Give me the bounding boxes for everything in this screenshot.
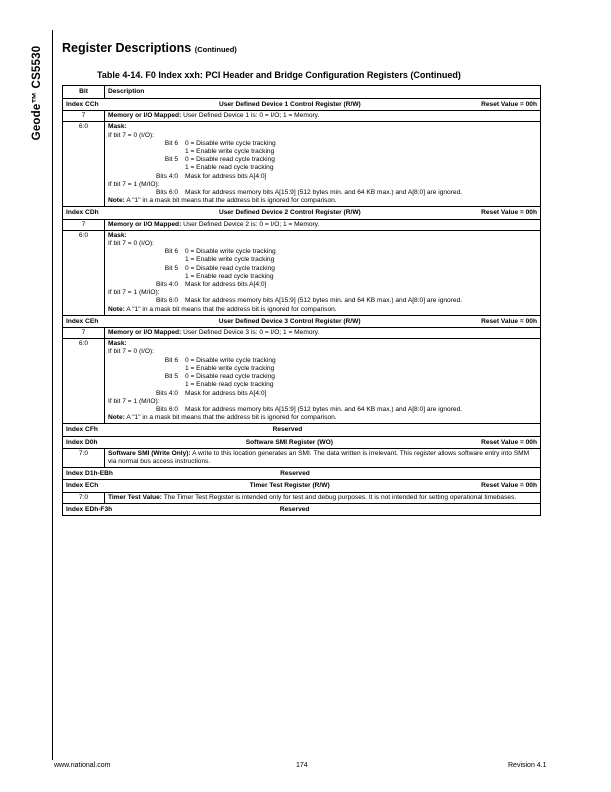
reset-value: Reset Value = 00h — [481, 438, 537, 446]
table-header-row — [63, 86, 541, 99]
if-mem-label: If bit 7 = 1 (M/IO): — [108, 397, 160, 405]
sub-text: Mask for address bits A[4:0] — [185, 389, 267, 397]
index-row — [63, 99, 541, 111]
footer-website: www.national.com — [54, 762, 111, 769]
sub-bit-label: Bits 6:0 — [156, 405, 178, 413]
index-row-ech — [63, 480, 541, 492]
if-mem-label: If bit 7 = 1 (M/IO): — [108, 289, 160, 297]
field-label: Memory or I/O Mapped: — [108, 329, 182, 337]
sub-text: Mask for address memory bits A[15:9] (512 bytes min. and 64 KB max.) and A[8:0] are ignored. — [185, 189, 463, 197]
sub-text: 1 = Enable read cycle tracking — [185, 381, 274, 389]
index-label: Index CCh — [66, 101, 99, 108]
index-label: Index D1h-EBh — [66, 470, 113, 478]
footer-revision: Revision 4.1 — [508, 762, 547, 769]
sub-bit-label: Bits 4:0 — [156, 281, 178, 289]
sub-bit-label: Bits 6:0 — [156, 297, 178, 305]
sub-text: 0 = Disable write cycle tracking — [185, 356, 276, 364]
bits60-row — [108, 189, 537, 197]
note-row — [108, 414, 537, 422]
heading-sub: (Continued) — [194, 45, 237, 54]
bit5-row — [108, 156, 537, 172]
index-row-cfh — [63, 424, 541, 436]
note-label: Note: — [108, 414, 125, 422]
sub-text: Mask for address bits A[4:0] — [185, 172, 267, 180]
index-row — [63, 207, 541, 219]
register-name: Timer Test Register (R/W) — [249, 482, 330, 490]
if-io-label: If bit 7 = 0 (I/O): — [108, 348, 154, 356]
field-text: User Defined Device 1 is: 0 = I/O; 1 = Memory. — [183, 112, 320, 120]
register-name: Reserved — [272, 426, 303, 434]
sub-text: 1 = Enable read cycle tracking — [185, 272, 274, 280]
table-caption: Table 4-14. F0 Index xxh: PCI Header and Bridge Configuration Registers (Continued) — [97, 70, 461, 80]
index-row-edh — [63, 503, 541, 515]
index-label: Index CDh — [66, 209, 99, 217]
bit6-row — [108, 248, 537, 264]
field-text: The Timer Test Register is intended only for test and debug purposes. It is not intended for setting operational timebases. — [163, 493, 517, 501]
bit5-row — [108, 373, 537, 389]
sub-text: 0 = Disable write cycle tracking — [185, 248, 276, 256]
bit6-row — [108, 357, 537, 373]
note-text: A "1" in a mask bit means that the address bit is ignored for comparison. — [126, 305, 337, 313]
sub-text: Mask for address bits A[4:0] — [185, 281, 267, 289]
desc-cell — [105, 219, 541, 230]
bits40-row — [108, 173, 537, 181]
bit-cell: 7:0 — [63, 448, 105, 467]
table-row — [63, 448, 541, 467]
register-name: User Defined Device 3 Control Register (R/W) — [218, 317, 361, 325]
bit-cell: 7:0 — [63, 492, 105, 503]
table-row — [63, 230, 541, 315]
bit-cell: 6:0 — [63, 230, 105, 315]
table-row — [63, 111, 541, 122]
footer-page-number: 174 — [296, 762, 308, 769]
sub-bit-label: Bits 6:0 — [156, 189, 178, 197]
if-io-label: If bit 7 = 0 (I/O): — [108, 240, 154, 248]
sub-text: 1 = Enable write cycle tracking — [185, 148, 275, 156]
bits60-row — [108, 406, 537, 414]
register-name: Reserved — [279, 505, 310, 513]
index-row-d0h — [63, 436, 541, 448]
sub-bit-label: Bits 4:0 — [156, 172, 178, 180]
sub-bit-label: Bit 6 — [164, 356, 178, 364]
desc-cell — [105, 492, 541, 503]
field-text: User Defined Device 2 is: 0 = I/O; 1 = Memory. — [183, 220, 320, 228]
field-text: A write to this location generates an SMI. The data written is irrelevant. This register allows software entry into SMM via normal bus access instructions. — [108, 449, 530, 465]
field-label: Timer Test Value: — [108, 493, 162, 501]
field-label: Memory or I/O Mapped: — [108, 220, 182, 228]
register-name: Software SMI Register (WO) — [245, 438, 333, 446]
sub-bit-label: Bit 5 — [164, 264, 178, 272]
col-bit-header: Bit — [63, 86, 105, 99]
bit-cell: 6:0 — [63, 122, 105, 207]
bit6-row — [108, 140, 537, 156]
sub-bit-label: Bit 5 — [164, 156, 178, 164]
register-name: User Defined Device 2 Control Register (R/W) — [218, 209, 361, 217]
table-row — [63, 492, 541, 503]
mask-label: Mask: — [108, 231, 127, 239]
desc-cell — [105, 230, 541, 315]
register-table — [62, 85, 541, 516]
margin-rule — [52, 30, 53, 760]
reset-value: Reset Value = 00h — [481, 482, 537, 490]
table-row — [63, 219, 541, 230]
reset-value: Reset Value = 00h — [481, 209, 537, 217]
register-name: Reserved — [280, 470, 310, 478]
field-label: Software SMI (Write Only): — [108, 449, 191, 457]
mask-label: Mask: — [108, 340, 127, 348]
note-row — [108, 306, 537, 314]
index-row — [63, 315, 541, 327]
bits60-row — [108, 297, 537, 305]
sub-text: Mask for address memory bits A[15:9] (512 bytes min. and 64 KB max.) and A[8:0] are ignored. — [185, 405, 463, 413]
table-row — [63, 339, 541, 424]
index-label: Index CEh — [66, 317, 99, 325]
note-label: Note: — [108, 305, 125, 313]
desc-cell — [105, 448, 541, 467]
if-io-label: If bit 7 = 0 (I/O): — [108, 131, 154, 139]
side-title — [30, 38, 44, 148]
desc-cell — [105, 339, 541, 424]
bit-cell: 7 — [63, 328, 105, 339]
sub-text: 0 = Disable read cycle tracking — [185, 264, 275, 272]
field-label: Memory or I/O Mapped: — [108, 112, 182, 120]
table-row — [63, 122, 541, 207]
index-row-d1h — [63, 468, 541, 480]
field-text: User Defined Device 3 is: 0 = I/O; 1 = Memory. — [183, 329, 320, 337]
sub-text: 0 = Disable read cycle tracking — [185, 373, 275, 381]
if-mem-label: If bit 7 = 1 (M/IO): — [108, 180, 160, 188]
bit5-row — [108, 265, 537, 281]
bit-cell: 7 — [63, 219, 105, 230]
bit-cell: 7 — [63, 111, 105, 122]
index-label: Index D0h — [66, 438, 98, 446]
index-label: Index EDh-F3h — [66, 505, 113, 513]
sub-text: 1 = Enable write cycle tracking — [185, 256, 275, 264]
index-label: Index CFh — [66, 426, 98, 434]
heading-main: Register Descriptions — [62, 41, 192, 55]
index-label: Index ECh — [66, 482, 99, 490]
sub-bit-label: Bits 4:0 — [156, 389, 178, 397]
sub-text: 0 = Disable read cycle tracking — [185, 156, 275, 164]
sub-text: 0 = Disable write cycle tracking — [185, 139, 276, 147]
desc-cell — [105, 111, 541, 122]
reset-value: Reset Value = 00h — [481, 101, 537, 108]
note-row — [108, 197, 537, 205]
desc-cell — [105, 122, 541, 207]
bits40-row — [108, 281, 537, 289]
mask-label: Mask: — [108, 123, 127, 131]
sub-bit-label: Bit 6 — [164, 139, 178, 147]
reset-value: Reset Value = 00h — [481, 317, 537, 325]
bits40-row — [108, 390, 537, 398]
device-register-group — [63, 99, 541, 424]
note-text: A "1" in a mask bit means that the address bit is ignored for comparison. — [126, 197, 337, 205]
col-desc-header: Description — [105, 86, 541, 99]
bit-cell: 6:0 — [63, 339, 105, 424]
side-title-text: Geode™ CS5530 — [31, 45, 43, 141]
sub-text: 1 = Enable read cycle tracking — [185, 164, 274, 172]
note-label: Note: — [108, 197, 125, 205]
sub-bit-label: Bit 5 — [164, 373, 178, 381]
sub-bit-label: Bit 6 — [164, 248, 178, 256]
sub-text: 1 = Enable write cycle tracking — [185, 364, 275, 372]
note-text: A "1" in a mask bit means that the address bit is ignored for comparison. — [126, 414, 337, 422]
table-row — [63, 328, 541, 339]
desc-cell — [105, 328, 541, 339]
page-heading — [62, 41, 237, 55]
register-name: User Defined Device 1 Control Register (R/W) — [218, 101, 361, 108]
sub-text: Mask for address memory bits A[15:9] (512 bytes min. and 64 KB max.) and A[8:0] are ignored. — [185, 297, 463, 305]
